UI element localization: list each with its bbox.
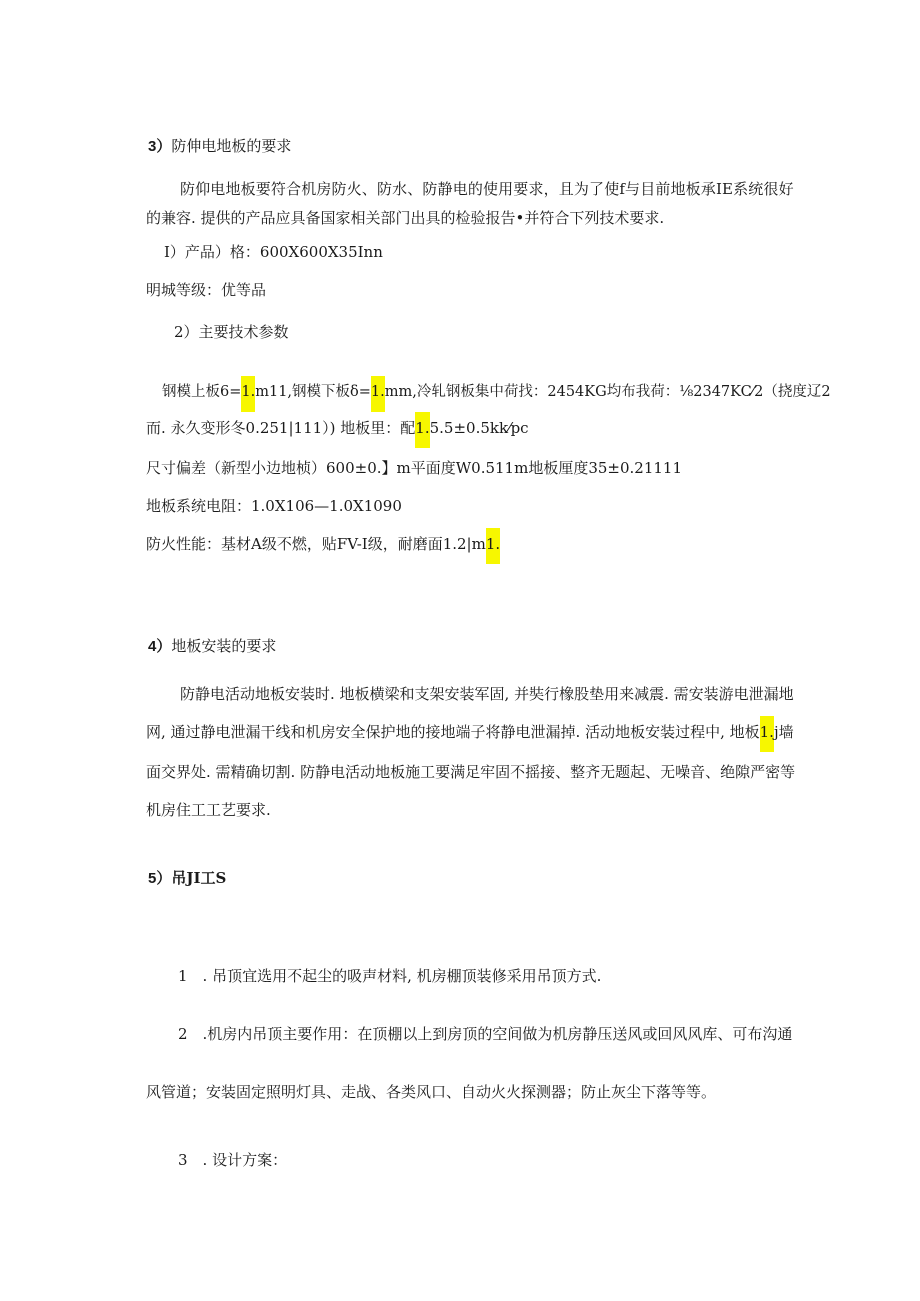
section3-quality-grade: 明城等级：优等品 bbox=[146, 281, 267, 299]
section4-heading-text: 地板安装的要求 bbox=[171, 637, 277, 655]
system-resistance: 地板系统电阻：1.0X106—1.0X1090 bbox=[146, 497, 402, 515]
highlight-mark: 1. bbox=[486, 528, 500, 564]
spec-line-1-part-3: mm,冷轧钢板集中荷找：2454KG均布我荷：⅛2347KC⁄2（挠度辽2 bbox=[384, 384, 831, 400]
highlight-mark: 1. bbox=[415, 412, 429, 448]
section5-item-1: 1 . 吊顶宜选用不起尘的吸声材料, 机房棚顶装修采用吊顶方式. bbox=[178, 967, 602, 985]
spec-line-1-part-2: m11,钢模下板δ= bbox=[255, 384, 371, 400]
section4-para-line-3: 面交界处. 需精确切割. 防静电活动地板施工要满足牢固不摇接、整齐无题起、无噪音、绝隙严密等 bbox=[146, 763, 796, 781]
section5-heading-number: 5） bbox=[148, 870, 172, 887]
highlight-mark: 1. bbox=[760, 716, 774, 752]
section3-para-line-2: 的兼容. 提供的产品应具备国家相关部门出具的检验报告•并符合下列技术要求. bbox=[146, 209, 665, 227]
section5-heading bbox=[148, 868, 226, 889]
spec-line-2 bbox=[146, 418, 529, 438]
section4-heading-number: 4） bbox=[148, 638, 172, 655]
section3-heading bbox=[148, 136, 291, 157]
section4-para-line-2 bbox=[146, 722, 794, 742]
section3-item-product-size: I）产品）格：600X600X35Inn bbox=[164, 243, 383, 261]
section4-para-line-1: 防静电活动地板安装时. 地板横梁和支架安装军固, 并奘行橡股垫用来减震. 需安装游电泄漏地 bbox=[180, 685, 794, 703]
fire-performance bbox=[146, 534, 500, 554]
section5-item-3: 3 . 设计方案： bbox=[178, 1151, 288, 1169]
section5-item-2-line-1: 2 .机房内吊顶主要作用：在顶棚以上到房顶的空间做为机房静压送风或回风风库、可布沟通 bbox=[178, 1025, 793, 1043]
size-tolerance: 尺寸偏差（新型小边地桢）600±0.】m平面度W0.511m地板厘度35±0.21111 bbox=[146, 459, 683, 477]
highlight-mark: 1. bbox=[371, 376, 385, 412]
fire-performance-text: 防火性能：基材A级不燃，贴FV-I级，耐磨面1.2|m bbox=[146, 535, 486, 553]
spec-line-1 bbox=[162, 382, 831, 402]
section5-heading-text: 吊JI工S bbox=[171, 869, 227, 887]
spec-line-2-part-1: 而. 永久变形冬0.251|111）) 地板里：配 bbox=[146, 419, 416, 437]
spec-line-2-part-2: 5.5±0.5kk⁄pc bbox=[429, 419, 529, 437]
section5-item-2-line-2: 风管道；安装固定照明灯具、走战、各类风口、自动火火探测器；防止灰尘下落等等。 bbox=[146, 1083, 717, 1101]
section3-heading-text: 防伸电地板的要求 bbox=[171, 137, 292, 155]
section4-heading bbox=[148, 636, 276, 657]
section3-para-line-1: 防仰电地板要符合机房防火、防水、防静电的使用要求，且为了使f与目前地板承IE系统很好 bbox=[180, 180, 794, 198]
section4-para-line-2-text: 网, 通过静电泄漏干线和机房安全保护地的接地端子将静电泄漏掉. 活动地板安装过程中, 地板 bbox=[146, 723, 760, 741]
section4-para-line-4: 机房住工工艺要求. bbox=[146, 801, 271, 819]
section4-para-line-2-tail: j墙 bbox=[773, 723, 794, 741]
section3-item-main-params: 2）主要技术参数 bbox=[174, 323, 289, 341]
highlight-mark: 1. bbox=[241, 376, 255, 412]
spec-line-1-part-1: 钢模上板6= bbox=[162, 384, 242, 400]
section3-heading-number: 3） bbox=[148, 138, 172, 155]
